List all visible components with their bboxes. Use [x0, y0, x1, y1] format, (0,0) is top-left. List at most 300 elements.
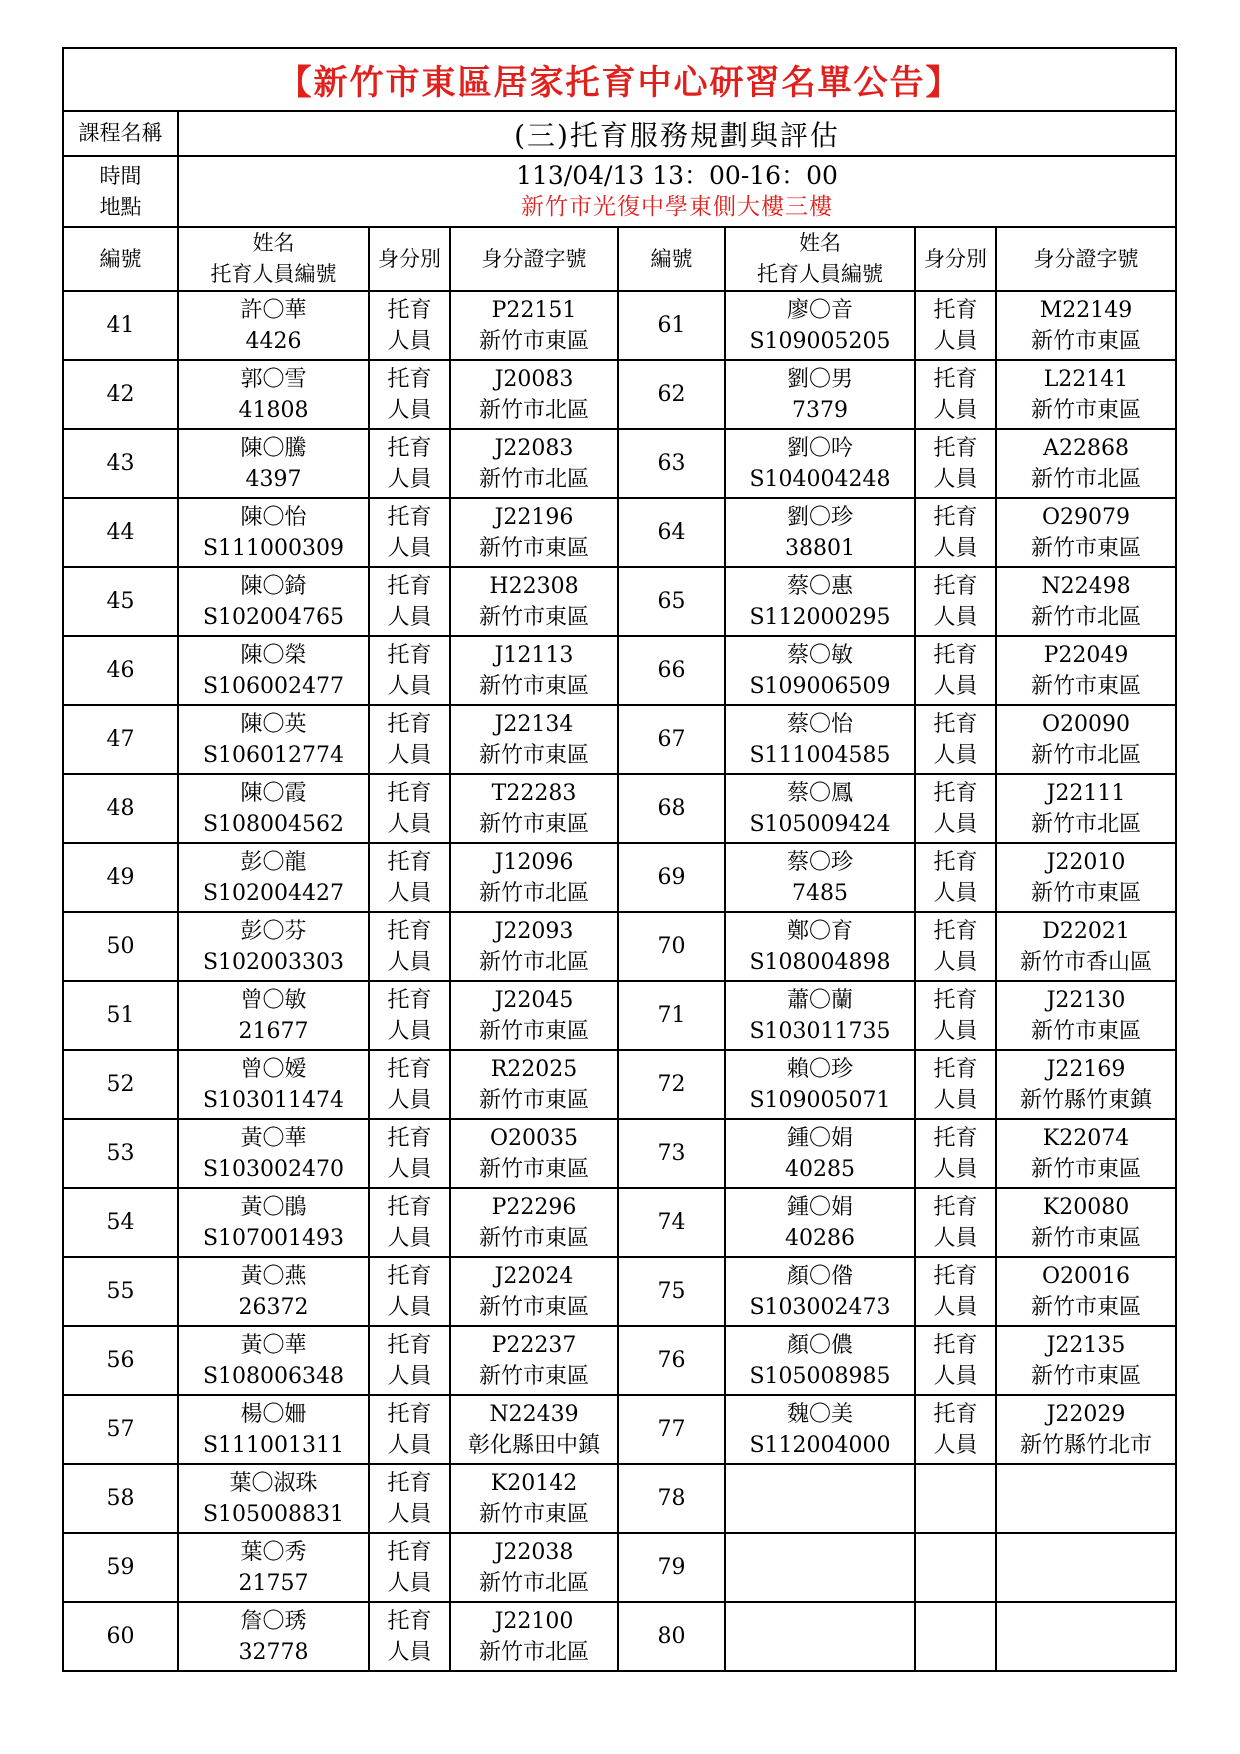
entry-name-cell — [725, 843, 915, 912]
entry-identity-line2: 人員 — [387, 1363, 432, 1389]
entry-name: 葉〇秀 — [240, 1539, 307, 1565]
entry-id-cell — [996, 774, 1176, 843]
entry-id-number: J12113 — [494, 642, 574, 668]
entry-identity-cell — [369, 1326, 450, 1395]
entry-name: 黃〇燕 — [240, 1263, 307, 1289]
entry-identity-cell — [369, 774, 450, 843]
entry-identity-line1: 托育 — [387, 1263, 432, 1289]
entry-id-number: J22196 — [494, 504, 574, 530]
entry-identity-line2: 人員 — [933, 397, 978, 423]
entry-id-cell — [450, 1602, 618, 1671]
entry-number: 72 — [618, 1050, 725, 1119]
entry-staff-number: 40286 — [785, 1225, 855, 1251]
entry-identity-line1: 托育 — [933, 1125, 978, 1151]
entry-area: 新竹市東區 — [1030, 397, 1141, 423]
entry-identity-line2: 人員 — [387, 742, 432, 768]
entry-identity-cell — [369, 291, 450, 360]
entry-staff-number: S105009424 — [749, 811, 891, 837]
entry-id-cell — [450, 1464, 618, 1533]
entry-id-number: J22024 — [494, 1263, 574, 1289]
entry-staff-number: S112004000 — [749, 1432, 891, 1458]
entry-identity-line2: 人員 — [387, 1018, 432, 1044]
entry-identity-line2: 人員 — [387, 535, 432, 561]
entry-id-cell — [450, 291, 618, 360]
entry-id-cell — [996, 429, 1176, 498]
entry-name: 陳〇榮 — [240, 642, 307, 668]
table-row — [63, 1257, 1176, 1326]
entry-id-number: P22237 — [491, 1332, 577, 1358]
entry-number: 58 — [63, 1464, 178, 1533]
table-row — [63, 1050, 1176, 1119]
entry-staff-number: 7379 — [792, 397, 848, 423]
entry-identity-line2: 人員 — [933, 466, 978, 492]
entry-id-number: D22021 — [1042, 918, 1130, 944]
entry-number: 61 — [618, 291, 725, 360]
entry-name-cell — [725, 429, 915, 498]
entry-area: 新竹市東區 — [1030, 328, 1141, 354]
entry-name: 葉〇淑珠 — [229, 1470, 318, 1496]
entry-id-cell — [450, 1533, 618, 1602]
header-name — [725, 227, 915, 291]
entry-identity-line1: 托育 — [387, 1332, 432, 1358]
entry-identity-cell — [915, 567, 996, 636]
entry-number: 55 — [63, 1257, 178, 1326]
entry-name-cell — [725, 636, 915, 705]
entry-id-number: J22130 — [1046, 987, 1126, 1013]
entry-identity-line2: 人員 — [387, 880, 432, 906]
column-header-row — [63, 227, 1176, 291]
entry-id-cell — [450, 429, 618, 498]
entry-name: 鍾〇娟 — [786, 1194, 853, 1220]
header-no: 編號 — [63, 227, 178, 291]
entry-number: 53 — [63, 1119, 178, 1188]
entry-identity-line1: 托育 — [387, 1401, 432, 1427]
table-row — [63, 843, 1176, 912]
entry-staff-number: S106002477 — [202, 673, 345, 699]
entry-number: 76 — [618, 1326, 725, 1395]
entry-identity-line2: 人員 — [387, 1087, 432, 1113]
entry-identity-line2: 人員 — [933, 1363, 978, 1389]
entry-name-cell — [725, 912, 915, 981]
entry-number: 48 — [63, 774, 178, 843]
entry-identity-line2: 人員 — [933, 1018, 978, 1044]
entry-name-cell — [178, 912, 369, 981]
entry-area: 新竹市東區 — [1030, 1156, 1141, 1182]
entry-name: 劉〇男 — [786, 366, 853, 392]
entry-id-cell — [996, 636, 1176, 705]
entry-identity-cell — [369, 912, 450, 981]
entry-name-cell — [178, 1326, 369, 1395]
entry-identity-line2: 人員 — [387, 1294, 432, 1320]
entry-area: 新竹市東區 — [1030, 880, 1141, 906]
entry-number: 78 — [618, 1464, 725, 1533]
table-row — [63, 1533, 1176, 1602]
entry-number: 46 — [63, 636, 178, 705]
entry-id-number: N22498 — [1041, 573, 1131, 599]
entry-identity-line2: 人員 — [933, 742, 978, 768]
entry-identity-cell — [369, 636, 450, 705]
entry-staff-number: S102003303 — [202, 949, 345, 975]
entry-id-cell — [450, 843, 618, 912]
entry-staff-number: 4426 — [245, 328, 302, 354]
entry-name: 顏〇偺 — [786, 1263, 853, 1289]
entry-number: 43 — [63, 429, 178, 498]
entry-identity-cell — [369, 1188, 450, 1257]
entry-area: 新竹市東區 — [1030, 1018, 1141, 1044]
entry-name: 陳〇錡 — [240, 573, 307, 599]
entry-name: 許〇華 — [240, 297, 307, 323]
entry-id-cell — [996, 360, 1176, 429]
entry-id-cell — [996, 1050, 1176, 1119]
header-name-line2: 托育人員編號 — [757, 262, 883, 286]
entry-identity-line1: 托育 — [933, 987, 978, 1013]
entry-identity-line2: 人員 — [387, 811, 432, 837]
entry-staff-number: S112000295 — [749, 604, 891, 630]
table-row — [63, 291, 1176, 360]
entry-id-cell — [996, 1395, 1176, 1464]
entry-id-number: J12096 — [494, 849, 574, 875]
page-title: 【新竹市東區居家托育中心研習名單公告】 — [63, 48, 1176, 111]
entry-number: 67 — [618, 705, 725, 774]
entry-identity-line2: 人員 — [933, 535, 978, 561]
entry-id-number: P22151 — [491, 297, 577, 323]
entry-name-cell — [178, 291, 369, 360]
entry-identity-cell — [369, 1119, 450, 1188]
entry-area: 新竹市北區 — [1030, 466, 1141, 492]
entry-id-number: J22100 — [494, 1608, 574, 1634]
entry-name: 黃〇華 — [240, 1125, 307, 1151]
entry-area: 新竹市北區 — [478, 880, 589, 906]
entry-identity-line2: 人員 — [933, 880, 978, 906]
entry-number: 71 — [618, 981, 725, 1050]
entry-id-number: J22029 — [1046, 1401, 1126, 1427]
entry-identity-line2: 人員 — [387, 1639, 432, 1665]
entry-name-cell — [178, 1533, 369, 1602]
entry-area: 新竹市東區 — [478, 535, 589, 561]
entry-staff-number: 38801 — [785, 535, 855, 561]
entry-id-number: J22010 — [1046, 849, 1126, 875]
entry-identity-line1: 托育 — [933, 573, 978, 599]
header-identity: 身分別 — [369, 227, 450, 291]
entry-staff-number: S103002470 — [202, 1156, 345, 1182]
entry-staff-number: S105008985 — [749, 1363, 891, 1389]
entry-id-cell — [450, 636, 618, 705]
entry-name-cell — [178, 981, 369, 1050]
entry-area: 新竹市香山區 — [1019, 949, 1152, 975]
entry-id-cell — [450, 1257, 618, 1326]
entry-staff-number: S102004765 — [202, 604, 345, 630]
entry-identity-cell — [369, 1602, 450, 1671]
course-time: 113/04/13 13：00-16：00 — [516, 161, 838, 190]
entry-number: 52 — [63, 1050, 178, 1119]
entry-name-cell — [725, 1257, 915, 1326]
entry-identity-line2: 人員 — [387, 466, 432, 492]
entry-id-number: O20016 — [1041, 1263, 1131, 1289]
table-row — [63, 360, 1176, 429]
entry-staff-number: 7485 — [792, 880, 848, 906]
entry-identity-line1: 托育 — [933, 504, 978, 530]
entry-name-cell — [725, 705, 915, 774]
entry-staff-number: S109005071 — [749, 1087, 891, 1113]
table-row — [63, 498, 1176, 567]
entry-number: 65 — [618, 567, 725, 636]
entry-area: 新竹市東區 — [1030, 535, 1141, 561]
entry-name-cell — [178, 1464, 369, 1533]
entry-identity-line2: 人員 — [933, 673, 978, 699]
entry-name: 黃〇鵑 — [240, 1194, 307, 1220]
entry-identity-line2: 人員 — [933, 328, 978, 354]
entry-identity-cell — [369, 705, 450, 774]
entry-identity-line1: 托育 — [387, 1056, 432, 1082]
entry-id-number: N22439 — [489, 1401, 579, 1427]
entry-name: 曾〇嫒 — [240, 1056, 307, 1082]
entry-id-cell — [996, 291, 1176, 360]
entry-staff-number: 32778 — [238, 1639, 309, 1665]
entry-identity-line1: 托育 — [933, 297, 978, 323]
entry-name-cell — [178, 1188, 369, 1257]
entry-name-cell — [178, 1602, 369, 1671]
table-row — [63, 1326, 1176, 1395]
entry-area: 彰化縣田中鎮 — [467, 1432, 600, 1458]
entry-identity-cell — [369, 843, 450, 912]
entry-identity-cell — [369, 498, 450, 567]
entry-number: 44 — [63, 498, 178, 567]
entry-area: 新竹市北區 — [1030, 742, 1141, 768]
entry-identity-cell — [915, 1326, 996, 1395]
place-label: 地點 — [99, 194, 142, 219]
entry-area: 新竹市北區 — [1030, 604, 1141, 630]
entry-name-cell — [725, 1326, 915, 1395]
entry-identity-line1: 托育 — [387, 504, 432, 530]
entry-area: 新竹市東區 — [1030, 1363, 1141, 1389]
entry-identity-line1: 托育 — [933, 849, 978, 875]
entry-identity-line1: 托育 — [387, 642, 432, 668]
entry-staff-number: S104004248 — [749, 466, 891, 492]
entry-id-number: O20090 — [1041, 711, 1131, 737]
entry-staff-number: S105008831 — [202, 1501, 345, 1527]
table-row — [63, 705, 1176, 774]
entry-id-cell — [450, 360, 618, 429]
entry-staff-number: 21677 — [238, 1018, 309, 1044]
entry-number: 75 — [618, 1257, 725, 1326]
entry-identity-cell — [915, 774, 996, 843]
entry-identity-cell — [915, 636, 996, 705]
entry-name-cell — [725, 1395, 915, 1464]
empty-cell — [725, 1602, 915, 1671]
entry-staff-number: 40285 — [785, 1156, 855, 1182]
entry-number: 68 — [618, 774, 725, 843]
entry-identity-line2: 人員 — [387, 397, 432, 423]
entry-name: 賴〇珍 — [786, 1056, 853, 1082]
entry-id-cell — [450, 774, 618, 843]
entry-area: 新竹市東區 — [1030, 1225, 1141, 1251]
entry-number: 79 — [618, 1533, 725, 1602]
entry-name: 陳〇騰 — [240, 435, 307, 461]
entry-identity-line2: 人員 — [933, 811, 978, 837]
header-identity: 身分別 — [915, 227, 996, 291]
entry-name-cell — [178, 636, 369, 705]
entry-name: 劉〇吟 — [786, 435, 853, 461]
entry-identity-cell — [369, 567, 450, 636]
roster-table — [62, 47, 1177, 1672]
entry-number: 69 — [618, 843, 725, 912]
entry-number: 51 — [63, 981, 178, 1050]
entry-number: 73 — [618, 1119, 725, 1188]
entry-area: 新竹市東區 — [478, 328, 589, 354]
entry-staff-number: S103011474 — [202, 1087, 345, 1113]
entry-identity-line1: 托育 — [387, 1539, 432, 1565]
entry-area: 新竹市東區 — [478, 1501, 589, 1527]
entry-number: 77 — [618, 1395, 725, 1464]
entry-number: 74 — [618, 1188, 725, 1257]
entry-name: 蔡〇敏 — [786, 642, 853, 668]
entry-identity-line1: 托育 — [387, 366, 432, 392]
entry-id-number: L22141 — [1043, 366, 1129, 392]
entry-id-number: J22169 — [1046, 1056, 1126, 1082]
entry-name-cell — [725, 774, 915, 843]
entry-name: 楊〇姍 — [240, 1401, 307, 1427]
entry-identity-cell — [915, 1257, 996, 1326]
empty-cell — [915, 1464, 996, 1533]
entry-name: 彭〇芬 — [240, 918, 307, 944]
header-name-line1: 姓名 — [252, 231, 295, 255]
entry-area: 新竹市北區 — [478, 949, 589, 975]
table-row — [63, 567, 1176, 636]
entry-id-number: J20083 — [494, 366, 574, 392]
entry-id-cell — [996, 1257, 1176, 1326]
empty-cell — [996, 1533, 1176, 1602]
entry-area: 新竹市東區 — [478, 1018, 589, 1044]
entry-name-cell — [178, 843, 369, 912]
entry-identity-cell — [915, 1119, 996, 1188]
entry-id-cell — [450, 1050, 618, 1119]
entry-area: 新竹市北區 — [478, 466, 589, 492]
entry-number: 57 — [63, 1395, 178, 1464]
entry-id-number: H22308 — [489, 573, 579, 599]
entry-id-cell — [996, 1326, 1176, 1395]
entry-staff-number: S108004898 — [749, 949, 891, 975]
entry-identity-line1: 托育 — [933, 711, 978, 737]
entry-name: 陳〇怡 — [240, 504, 307, 530]
entry-staff-number: S111001311 — [202, 1432, 345, 1458]
entry-area: 新竹市東區 — [478, 1363, 589, 1389]
entry-identity-cell — [915, 1188, 996, 1257]
entry-id-number: J22093 — [494, 918, 574, 944]
entry-identity-line1: 托育 — [933, 1194, 978, 1220]
entry-name-cell — [725, 981, 915, 1050]
entry-id-cell — [996, 981, 1176, 1050]
entry-identity-line2: 人員 — [387, 1156, 432, 1182]
entry-id-number: T22283 — [491, 780, 577, 806]
entry-name: 蔡〇惠 — [786, 573, 853, 599]
table-row — [63, 1188, 1176, 1257]
entry-identity-line2: 人員 — [387, 328, 432, 354]
entry-id-cell — [450, 705, 618, 774]
entry-id-number: J22083 — [494, 435, 574, 461]
entry-area: 新竹縣竹北市 — [1019, 1432, 1152, 1458]
entry-name: 郭〇雪 — [240, 366, 307, 392]
entry-staff-number: S103002473 — [749, 1294, 891, 1320]
entry-id-number: O20035 — [489, 1125, 579, 1151]
entry-identity-cell — [915, 705, 996, 774]
empty-cell — [915, 1602, 996, 1671]
entry-identity-line1: 托育 — [387, 435, 432, 461]
entry-staff-number: S109006509 — [749, 673, 891, 699]
entry-name: 陳〇霞 — [240, 780, 307, 806]
entry-id-cell — [450, 1119, 618, 1188]
entry-number: 66 — [618, 636, 725, 705]
entry-area: 新竹市東區 — [478, 742, 589, 768]
entry-number: 47 — [63, 705, 178, 774]
entry-area: 新竹市北區 — [478, 1570, 589, 1596]
entry-name: 鍾〇娟 — [786, 1125, 853, 1151]
entry-identity-line1: 托育 — [933, 642, 978, 668]
entry-identity-line1: 托育 — [933, 1056, 978, 1082]
entry-identity-line1: 托育 — [933, 435, 978, 461]
entry-id-number: J22111 — [1046, 780, 1126, 806]
entry-id-number: J22134 — [494, 711, 574, 737]
entry-number: 60 — [63, 1602, 178, 1671]
entry-name-cell — [725, 1050, 915, 1119]
entry-staff-number: S106012774 — [202, 742, 345, 768]
entry-identity-line2: 人員 — [933, 1156, 978, 1182]
entry-identity-cell — [369, 1395, 450, 1464]
entry-id-cell — [996, 1188, 1176, 1257]
table-row — [63, 774, 1176, 843]
entry-id-number: P22296 — [491, 1194, 577, 1220]
header-id-number: 身分證字號 — [450, 227, 618, 291]
entry-identity-line1: 托育 — [933, 1263, 978, 1289]
entry-identity-cell — [369, 1533, 450, 1602]
empty-cell — [725, 1533, 915, 1602]
entry-name: 曾〇敏 — [240, 987, 307, 1013]
entry-name: 鄭〇育 — [786, 918, 853, 944]
header-name-line2: 托育人員編號 — [210, 262, 337, 286]
entry-area: 新竹市東區 — [478, 1225, 589, 1251]
empty-cell — [915, 1533, 996, 1602]
entry-identity-line1: 托育 — [387, 987, 432, 1013]
entry-id-number: J22038 — [494, 1539, 574, 1565]
entry-id-number: J22045 — [494, 987, 574, 1013]
entry-name: 詹〇琇 — [240, 1608, 307, 1634]
entry-id-number: R22025 — [490, 1056, 578, 1082]
entry-name: 蕭〇蘭 — [786, 987, 853, 1013]
entry-identity-cell — [915, 1395, 996, 1464]
empty-cell — [725, 1464, 915, 1533]
entry-staff-number: S102004427 — [202, 880, 345, 906]
entry-area: 新竹市北區 — [478, 1639, 589, 1665]
entry-identity-line1: 托育 — [387, 573, 432, 599]
entry-name-cell — [178, 774, 369, 843]
entry-name-cell — [725, 360, 915, 429]
entry-staff-number: 41808 — [238, 397, 309, 423]
entry-id-number: O29079 — [1041, 504, 1131, 530]
entry-staff-number: S111000309 — [202, 535, 345, 561]
entry-identity-line1: 托育 — [387, 1194, 432, 1220]
entry-name: 顏〇儂 — [786, 1332, 853, 1358]
entry-staff-number: S108004562 — [202, 811, 345, 837]
entry-staff-number: 26372 — [238, 1294, 309, 1320]
entry-name-cell — [178, 1257, 369, 1326]
entry-identity-line1: 托育 — [387, 711, 432, 737]
entry-name-cell — [178, 498, 369, 567]
entry-identity-cell — [369, 360, 450, 429]
entry-identity-line1: 托育 — [387, 918, 432, 944]
entry-identity-line1: 托育 — [387, 780, 432, 806]
entry-identity-line2: 人員 — [933, 1225, 978, 1251]
entry-identity-line2: 人員 — [933, 949, 978, 975]
entry-name-cell — [178, 1119, 369, 1188]
